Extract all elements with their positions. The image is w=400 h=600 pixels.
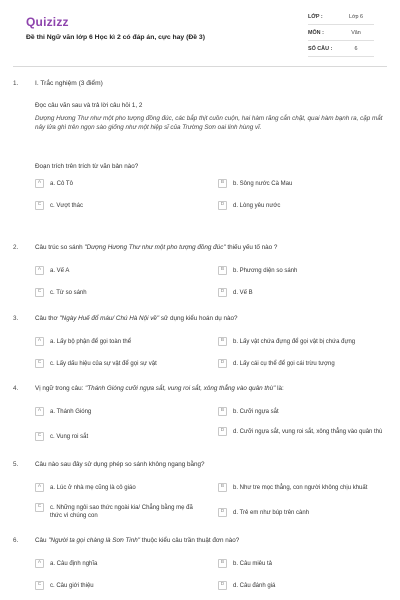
document-title: Đề thi Ngữ văn lớp 6 Học kì 2 có đáp án, cực hay (Đề 3) xyxy=(26,34,205,41)
question-number: 2. xyxy=(13,244,19,251)
option-text: a. Vế A xyxy=(50,267,70,274)
option-b[interactable] xyxy=(218,179,388,188)
question-3 xyxy=(13,315,387,373)
option-letter-badge: B xyxy=(218,483,227,492)
option-a[interactable] xyxy=(35,559,205,568)
meta-value: Văn xyxy=(351,30,361,37)
option-text: b. Lấy vật chứa đựng để gọi vật bị chứa đựng xyxy=(233,338,356,345)
option-text: c. Những ngôi sao thức ngoài kia/ Chẳng bằng mẹ đã thức vì chúng con xyxy=(50,504,193,519)
option-text: d. Vế B xyxy=(233,289,253,296)
option-a[interactable] xyxy=(35,266,205,275)
option-text: d. Cưỡi ngựa sắt, vung roi sắt, xông thẳng vào quân thù xyxy=(233,428,383,435)
option-d[interactable] xyxy=(218,581,388,590)
meta-row-subject xyxy=(308,28,374,41)
option-text: c. Từ so sánh xyxy=(50,289,87,296)
option-letter-badge: B xyxy=(218,559,227,568)
question-text xyxy=(35,385,387,394)
option-a[interactable] xyxy=(35,179,205,188)
option-text: b. Phương diện so sánh xyxy=(233,267,298,274)
section-title: I. Trắc nghiệm (3 điểm) xyxy=(35,80,103,87)
option-letter-badge: B xyxy=(218,266,227,275)
option-c[interactable] xyxy=(35,581,205,590)
option-c[interactable] xyxy=(35,201,205,210)
page-header xyxy=(13,0,387,62)
option-text: d. Lấy cái cụ thể để gọi cái trừu tượng xyxy=(233,360,335,367)
option-d[interactable] xyxy=(218,288,388,297)
option-c[interactable] xyxy=(35,432,205,441)
option-letter-badge: C xyxy=(35,503,44,512)
option-letter-badge: D xyxy=(218,581,227,590)
options-group xyxy=(35,266,387,302)
option-letter-badge: A xyxy=(35,179,44,188)
question-text xyxy=(35,461,387,470)
meta-label: SỐ CÂU : xyxy=(308,46,333,53)
passage-text: Dượng Hương Thư như một pho tượng đồng đúc, các bắp thịt cuồn cuộn, hai hàm răng cắn chặt, quai hàm bạnh ra, cặp mắt nảy lửa ghì trên ngọn sào giống như một hiệp sĩ của Trường Sơn oai linh hùng vĩ. xyxy=(35,115,383,131)
meta-label: LỚP : xyxy=(308,14,323,21)
question-quote: "Dượng Hương Thư như một pho tượng đồng đúc" xyxy=(84,244,226,251)
option-b[interactable] xyxy=(218,337,388,346)
option-letter-badge: A xyxy=(35,483,44,492)
option-text: c. Vượt thác xyxy=(50,202,83,209)
option-letter-badge: A xyxy=(35,266,44,275)
option-letter-badge: D xyxy=(218,359,227,368)
option-text: a. Thánh Gióng xyxy=(50,408,92,415)
question-text xyxy=(35,315,387,324)
option-letter-badge: B xyxy=(218,407,227,416)
question-number: 3. xyxy=(13,315,19,322)
option-b[interactable] xyxy=(218,266,388,275)
meta-info xyxy=(308,12,374,60)
options-group xyxy=(35,179,387,215)
option-letter-badge: C xyxy=(35,581,44,590)
question-number: 5. xyxy=(13,461,19,468)
question-text-part: Câu nào sau đây sử dụng phép so sánh không ngang bằng? xyxy=(35,461,205,468)
option-text: b. Cưỡi ngựa sắt xyxy=(233,408,279,415)
question-5 xyxy=(13,461,387,527)
option-text: a. Lấy bộ phận để gọi toàn thể xyxy=(50,338,132,345)
question-6 xyxy=(13,537,387,595)
option-text: d. Trẻ em như búp trên cành xyxy=(233,509,310,516)
passage-intro: Đọc câu văn sau và trả lời câu hỏi 1, 2 xyxy=(35,101,143,109)
option-text: c. Lấy dấu hiệu của sự vật để gọi sự vật xyxy=(50,360,157,367)
option-a[interactable] xyxy=(35,407,205,416)
option-text: b. Sông nước Cà Mau xyxy=(233,180,293,187)
option-letter-badge: D xyxy=(218,288,227,297)
option-d[interactable] xyxy=(218,359,388,368)
question-text xyxy=(35,244,387,253)
option-letter-badge: A xyxy=(35,407,44,416)
option-b[interactable] xyxy=(218,407,388,416)
meta-label: MÔN : xyxy=(308,30,324,37)
options-group xyxy=(35,559,387,595)
option-letter-badge: C xyxy=(35,288,44,297)
question-number: 4. xyxy=(13,385,19,392)
question-text-part: Vị ngữ trong câu: xyxy=(35,385,86,392)
meta-row-count xyxy=(308,44,374,57)
option-text: a. Câu định nghĩa xyxy=(50,560,98,567)
meta-value: 6 xyxy=(354,46,358,53)
option-text: a. Cô Tô xyxy=(50,180,73,187)
quizizz-logo[interactable]: Quizizz xyxy=(26,15,69,29)
question-text-part: sử dụng kiểu hoán dụ nào? xyxy=(159,315,238,322)
question-2 xyxy=(13,244,387,302)
question-text-part: là: xyxy=(275,385,284,392)
option-a[interactable] xyxy=(35,337,205,346)
option-letter-badge: D xyxy=(218,201,227,210)
options-group xyxy=(35,407,387,451)
meta-row-class xyxy=(308,12,374,25)
option-text: d. Lòng yêu nước xyxy=(233,202,281,209)
option-letter-badge: A xyxy=(35,337,44,346)
option-c[interactable] xyxy=(35,359,205,368)
option-letter-badge: A xyxy=(35,559,44,568)
option-d[interactable] xyxy=(218,201,388,210)
option-text: b. Câu miêu tả xyxy=(233,560,273,567)
question-quote: "Ngày Huế đổ máu/ Chú Hà Nội về" xyxy=(59,315,160,322)
question-quote: "Thánh Gióng cưỡi ngựa sắt, vung roi sắt, xông thẳng vào quân thù" xyxy=(85,385,276,392)
header-divider xyxy=(13,66,387,67)
options-group xyxy=(35,483,387,527)
question-text-part: Câu thơ xyxy=(35,315,60,322)
option-text: c. Câu giới thiệu xyxy=(50,582,94,589)
option-letter-badge: D xyxy=(218,508,227,517)
option-letter-badge: B xyxy=(218,179,227,188)
option-letter-badge: B xyxy=(218,337,227,346)
question-number: 1. xyxy=(13,80,19,87)
option-d[interactable] xyxy=(218,508,388,517)
option-letter-badge: D xyxy=(218,427,227,436)
question-4 xyxy=(13,385,387,451)
option-a[interactable] xyxy=(35,483,205,492)
option-text: a. Lúc ở nhà mẹ cũng là cô giáo xyxy=(50,484,136,491)
option-letter-badge: C xyxy=(35,201,44,210)
question-text xyxy=(35,537,387,546)
options-group xyxy=(35,337,387,373)
option-letter-badge: C xyxy=(35,432,44,441)
question-text-part: thuộc kiểu câu trần thuật đơn nào? xyxy=(139,537,240,544)
option-letter-badge: C xyxy=(35,359,44,368)
option-c[interactable] xyxy=(35,503,205,520)
question-quote: "Người ta gọi chàng là Sơn Tinh" xyxy=(48,537,140,544)
question-text: Đoạn trích trên trích từ văn bản nào? xyxy=(35,163,139,171)
option-text: b. Như tre mọc thẳng, con người không chịu khuất xyxy=(233,484,368,491)
meta-value: Lớp 6 xyxy=(348,14,364,21)
question-number: 6. xyxy=(13,537,19,544)
option-text: c. Vung roi sắt xyxy=(50,433,89,440)
question-text-part: Câu xyxy=(35,537,49,544)
option-d[interactable] xyxy=(218,427,388,436)
option-b[interactable] xyxy=(218,559,388,568)
option-c[interactable] xyxy=(35,288,205,297)
question-text-part: Câu trúc so sánh xyxy=(35,244,85,251)
question-text-part: thiếu yếu tố nào ? xyxy=(225,244,278,251)
question-1 xyxy=(13,80,387,215)
option-text: d. Câu đánh giá xyxy=(233,582,276,589)
option-b[interactable] xyxy=(218,483,388,492)
